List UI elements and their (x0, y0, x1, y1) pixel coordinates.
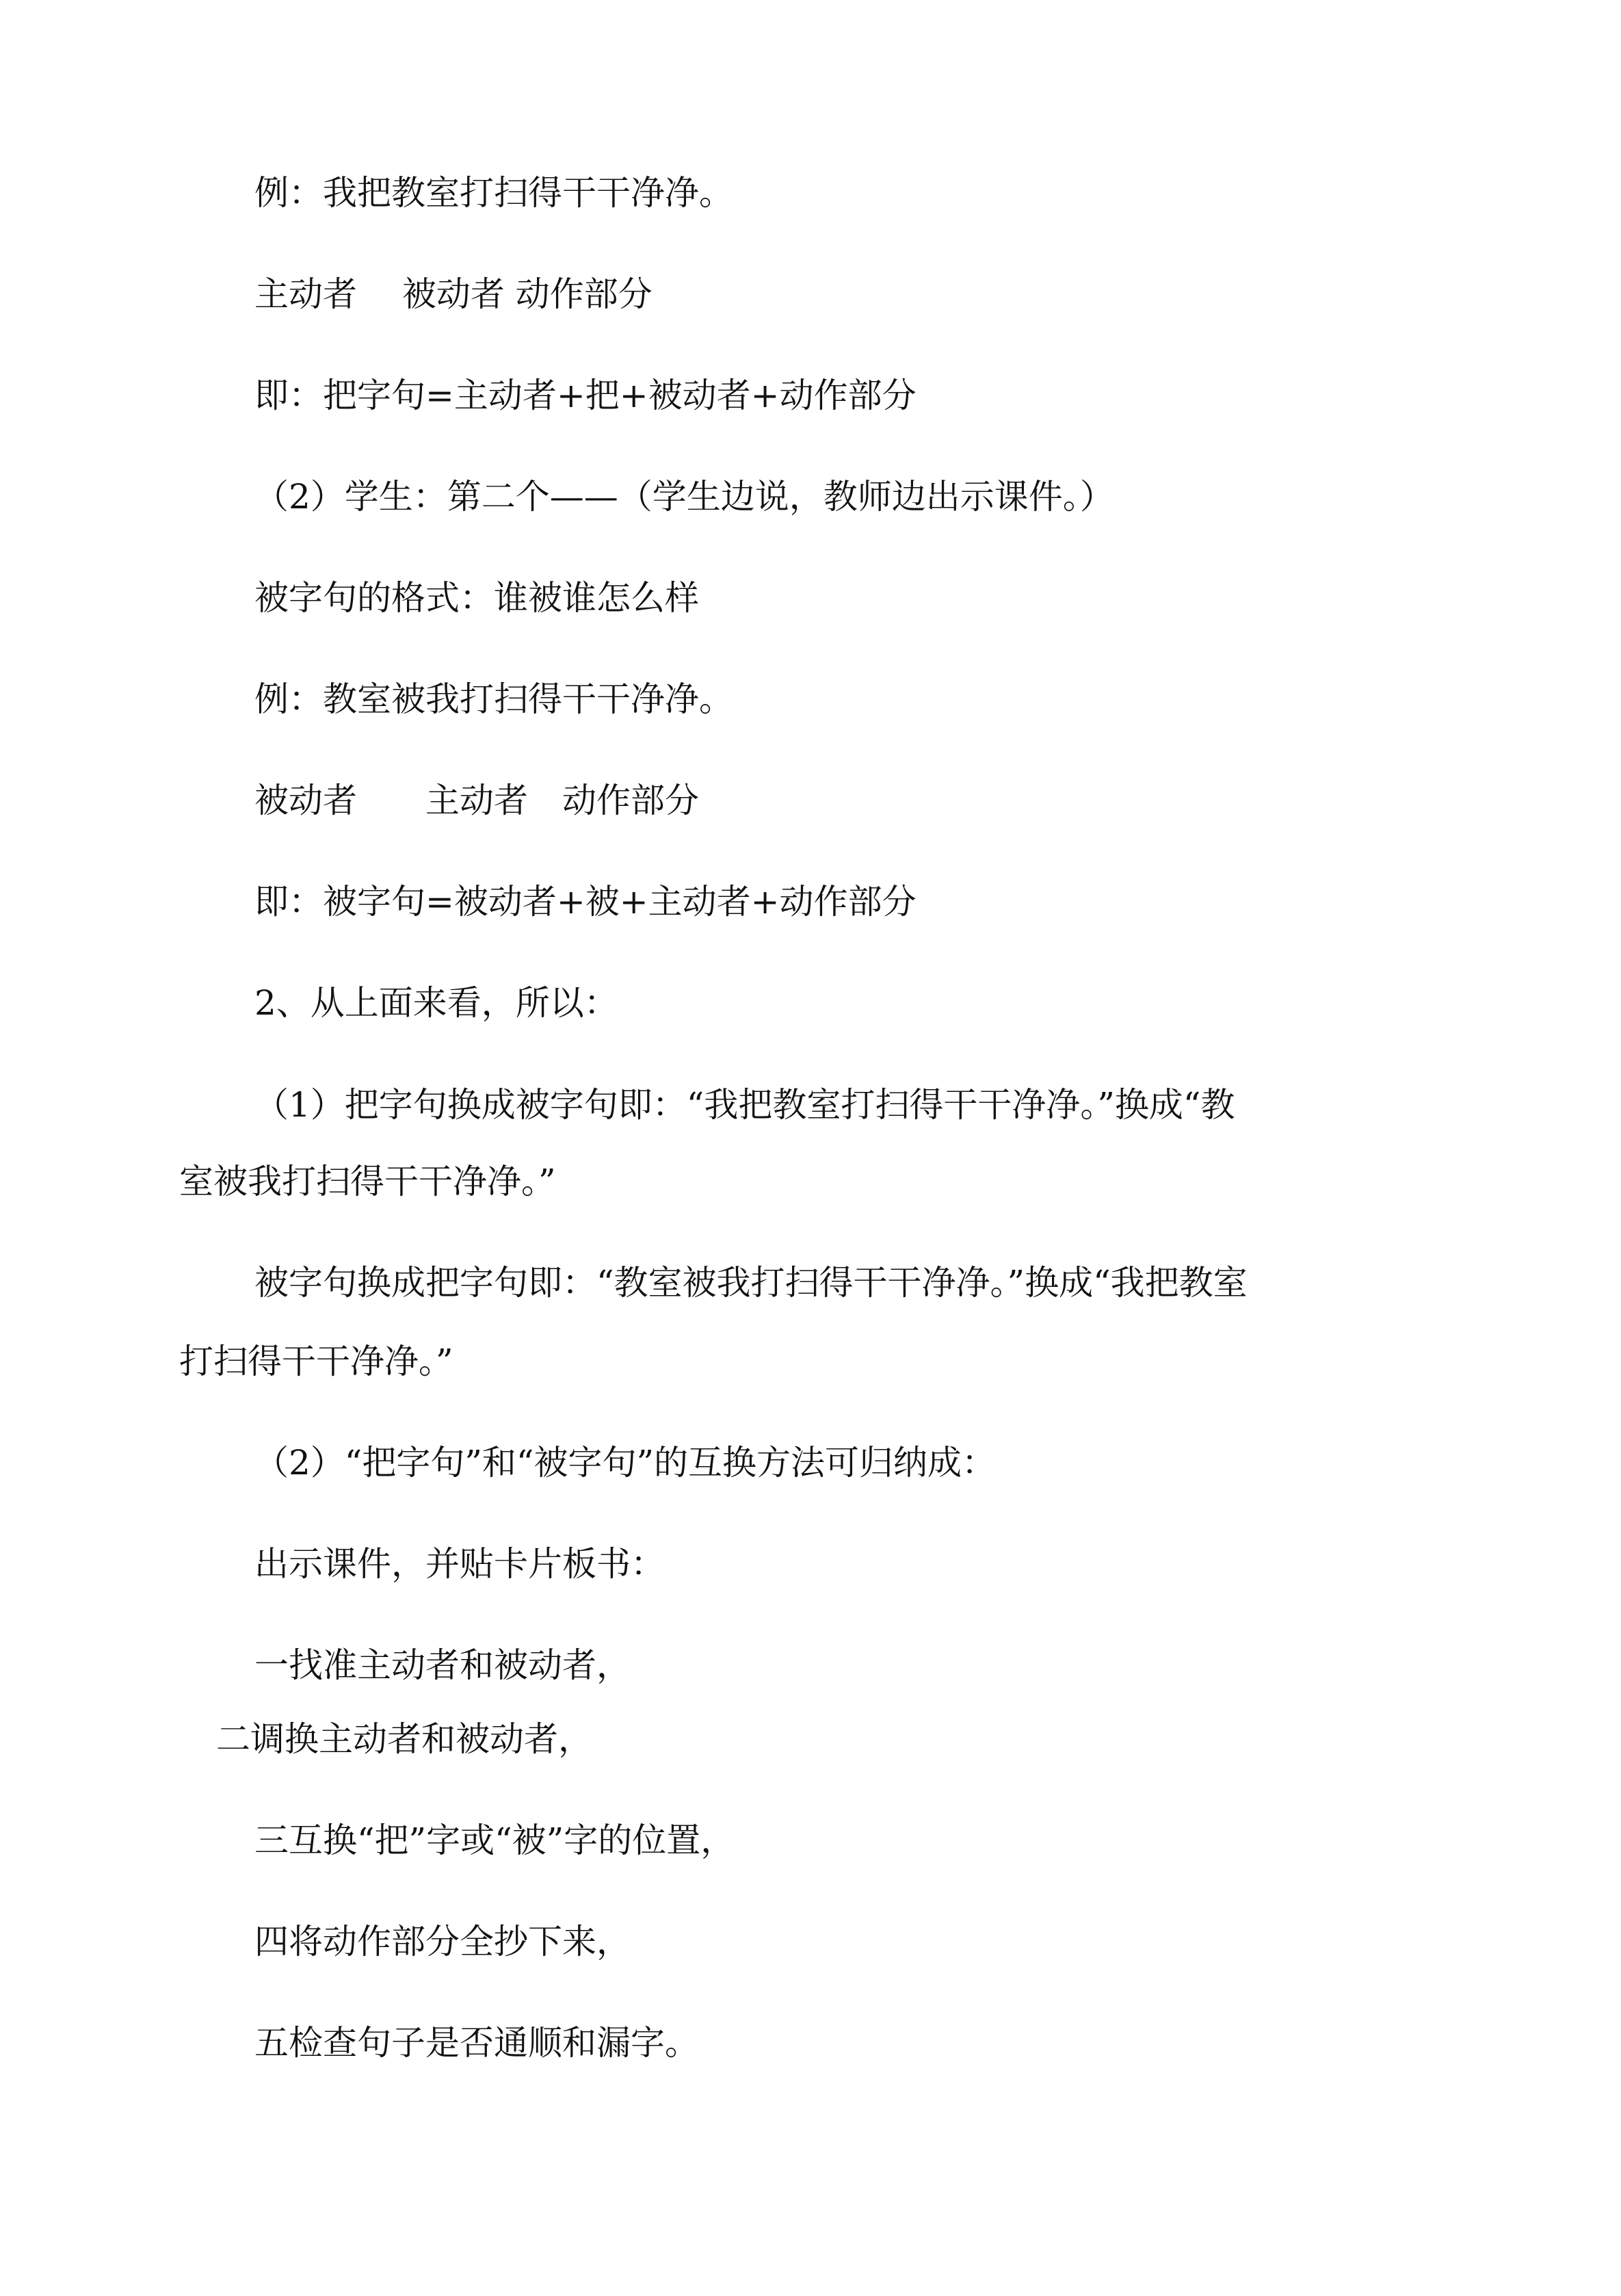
step-2: 二调换主动者和被动者， (216, 1719, 592, 1759)
section-2-heading: 2、从上面来看，所以： (254, 983, 618, 1023)
ba-sentence-parts: 主动者 被动者 动作部分 (254, 274, 653, 314)
method-summary-heading: （2）“把字句”和“被字句”的互换方法可归纳成： (254, 1443, 997, 1483)
courseware-note: 出示课件，并贴卡片板书： (254, 1544, 665, 1584)
bei-sentence-format: 被字句的格式：谁被谁怎么样 (254, 578, 699, 618)
conversion-1-line-1: （1）把字句换成被字句即：“我把教室打扫得干干净净。”换成“教 (254, 1085, 1235, 1125)
example-ba-sentence: 例：我把教室打扫得干干净净。 (254, 173, 733, 213)
step-1: 一找准主动者和被动者， (254, 1645, 631, 1685)
conversion-2-line-2: 打扫得干干净净。” (179, 1342, 453, 1381)
ba-sentence-formula: 即：把字句=主动者+把+被动者+动作部分 (254, 376, 917, 415)
step-5: 五检查句子是否通顺和漏字。 (254, 2023, 699, 2063)
conversion-1-line-2: 室被我打扫得干干净净。” (179, 1162, 556, 1201)
conversion-2-line-1: 被字句换成把字句即：“教室被我打扫得干干净净。”换成“我把教室 (254, 1263, 1248, 1303)
step-3: 三互换“把”字或“被”字的位置， (254, 1821, 735, 1860)
step-4: 四将动作部分全抄下来， (254, 1922, 631, 1961)
student-second-item: （2）学生：第二个——（学生边说，教师边出示课件。） (254, 477, 1114, 517)
example-bei-sentence: 例：教室被我打扫得干干净净。 (254, 679, 733, 719)
bei-sentence-parts: 被动者 主动者 动作部分 (254, 781, 699, 820)
bei-sentence-formula: 即：被字句=被动者+被+主动者+动作部分 (254, 882, 917, 922)
